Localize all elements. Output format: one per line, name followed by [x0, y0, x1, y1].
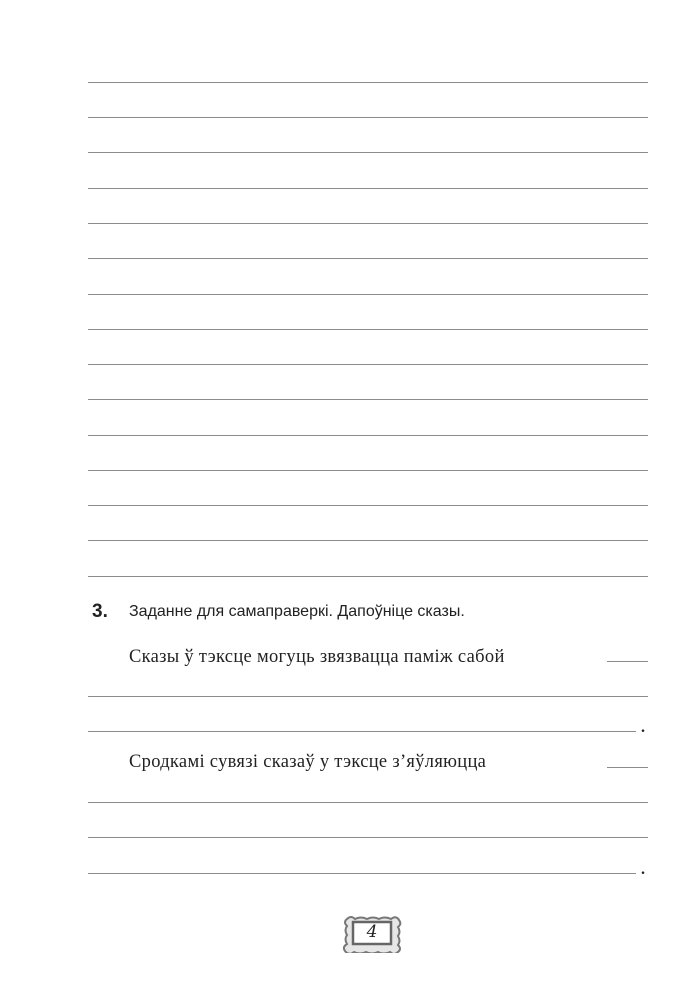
writing-line[interactable]	[88, 576, 648, 577]
writing-line[interactable]	[88, 258, 648, 259]
end-period: .	[641, 861, 645, 878]
writing-line[interactable]	[88, 470, 648, 471]
writing-line[interactable]	[88, 152, 648, 153]
writing-line[interactable]	[88, 364, 648, 365]
writing-line[interactable]	[88, 329, 648, 330]
answer-line[interactable]	[88, 731, 636, 732]
answer-line[interactable]	[88, 837, 648, 838]
page-number: 4	[366, 922, 378, 942]
writing-line[interactable]	[88, 188, 648, 189]
sentence-prompt-1: Сказы ў тэксце могуць звязвацца паміж сабой	[129, 647, 505, 667]
writing-line[interactable]	[88, 117, 648, 118]
writing-line[interactable]	[88, 435, 648, 436]
writing-line[interactable]	[88, 223, 648, 224]
answer-line[interactable]	[88, 873, 636, 874]
answer-line-tail[interactable]	[607, 767, 648, 768]
sentence-prompt-2: Сродкамі сувязі сказаў у тэксце з’яўляюцца	[129, 752, 487, 772]
answer-line-tail[interactable]	[607, 661, 648, 662]
writing-line[interactable]	[88, 82, 648, 83]
writing-line[interactable]	[88, 294, 648, 295]
answer-line[interactable]	[88, 696, 648, 697]
task-instruction: Заданне для самаправеркі. Дапоўніце сказы.	[129, 603, 465, 620]
page-number-badge	[341, 913, 403, 953]
end-period: .	[641, 719, 645, 736]
answer-line[interactable]	[88, 802, 648, 803]
writing-line[interactable]	[88, 399, 648, 400]
writing-line[interactable]	[88, 540, 648, 541]
task-number: 3.	[92, 601, 108, 622]
writing-line[interactable]	[88, 505, 648, 506]
